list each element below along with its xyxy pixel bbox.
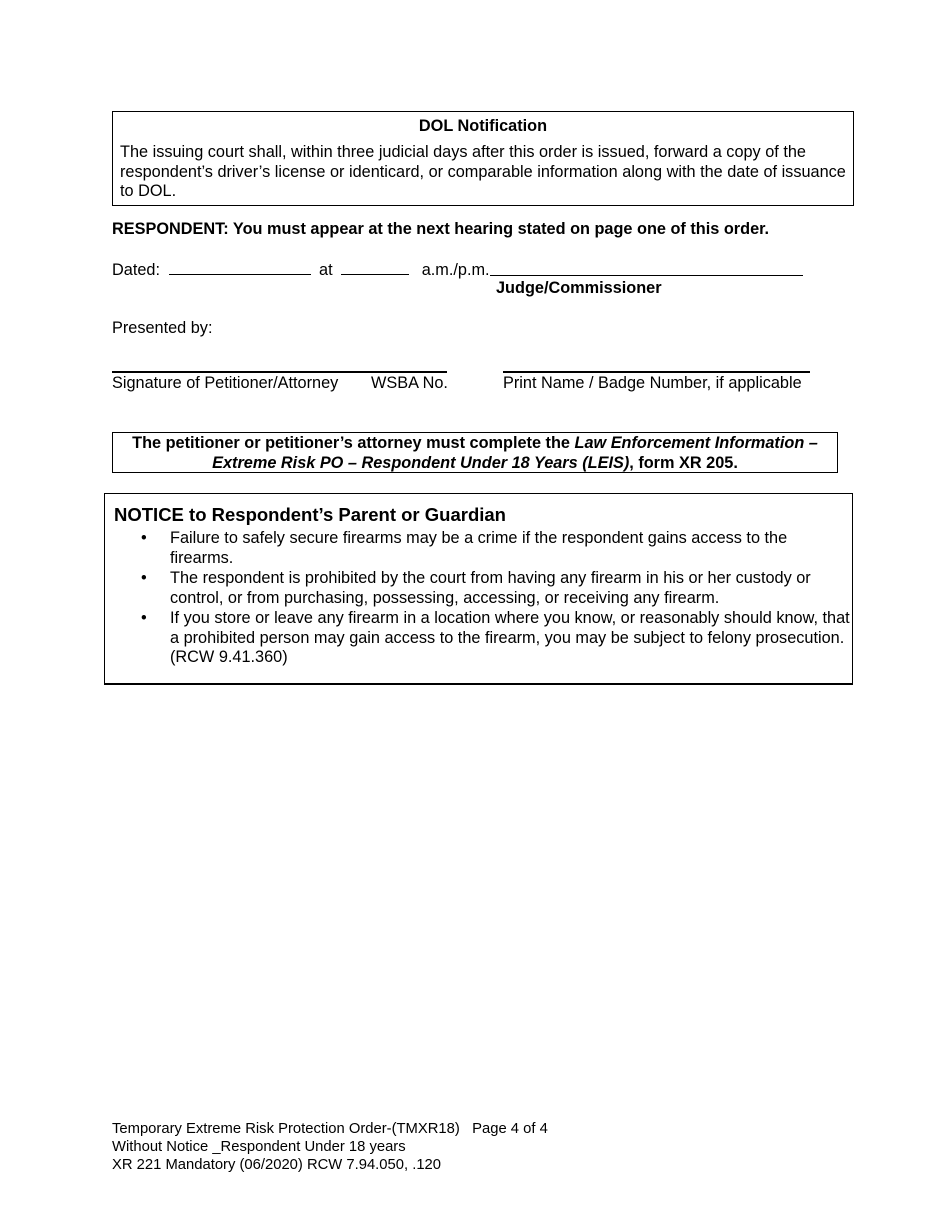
page-footer (112, 1120, 548, 1174)
notice-item-text: If you store or leave any firearm in a location where you know, or reasonably should know, that a prohibited person may gain access to the firearm, you may be subject to felony prosecution. (RCW 9.41.360) (170, 609, 850, 666)
presented-by-label: Presented by: (112, 319, 213, 337)
leis-instruction-box (112, 432, 838, 473)
print-name-label: Print Name / Badge Number, if applicable (503, 374, 802, 392)
notice-item (105, 529, 850, 568)
bullet-icon: • (141, 569, 147, 587)
notice-item-text: Failure to safely secure firearms may be a crime if the respondent gains access to the firearms. (170, 529, 788, 567)
judge-signature-line[interactable] (490, 275, 803, 276)
dated-row (112, 260, 490, 281)
leis-text-start: The petitioner or petitioner’s attorney must complete the (132, 434, 575, 452)
bullet-icon: • (141, 529, 147, 547)
date-field[interactable] (169, 260, 311, 275)
dated-label: Dated: (112, 261, 160, 279)
notice-item (105, 609, 850, 668)
petitioner-signature-line[interactable] (112, 371, 447, 373)
at-label: at (319, 261, 333, 279)
dol-notification-title: DOL Notification (418, 117, 548, 135)
time-field[interactable] (341, 260, 409, 275)
parent-guardian-notice-box (104, 493, 853, 685)
bullet-icon: • (141, 609, 147, 627)
respondent-appearance-notice: RESPONDENT: You must appear at the next hearing stated on page one of this order. (112, 220, 770, 238)
notice-title: NOTICE to Respondent’s Parent or Guardian (114, 504, 506, 525)
print-name-line[interactable] (503, 371, 810, 373)
petitioner-signature-label: Signature of Petitioner/Attorney (112, 374, 339, 392)
footer-form-title: Temporary Extreme Risk Protection Order-(TMXR18) Page 4 of 4 (112, 1121, 548, 1137)
judge-commissioner-label: Judge/Commissioner (496, 279, 662, 297)
leis-form-title: Law Enforcement Information – Extreme Risk PO – Respondent Under 18 Years (LEIS) (212, 434, 818, 472)
footer-form-code: XR 221 Mandatory (06/2020) RCW 7.94.050, .120 (112, 1157, 442, 1173)
notice-list (105, 529, 850, 669)
dol-notification-body: The issuing court shall, within three judicial days after this order is issued, forward a copy of the respondent’s driver’s license or identicard, or comparable information along with the date of issuance to DOL. (120, 143, 846, 200)
ampm-label: a.m./p.m. (421, 261, 490, 279)
footer-notice-type: Without Notice _Respondent Under 18 years (112, 1139, 406, 1155)
notice-item (105, 569, 850, 608)
leis-text-end: , form XR 205. (629, 453, 738, 472)
dol-notification-box (112, 111, 854, 206)
wsba-number-label: WSBA No. (371, 374, 448, 392)
notice-item-text: The respondent is prohibited by the court from having any firearm in his or her custody or control, or from purchasing, possessing, accessing, or receiving any firearm. (170, 569, 811, 607)
